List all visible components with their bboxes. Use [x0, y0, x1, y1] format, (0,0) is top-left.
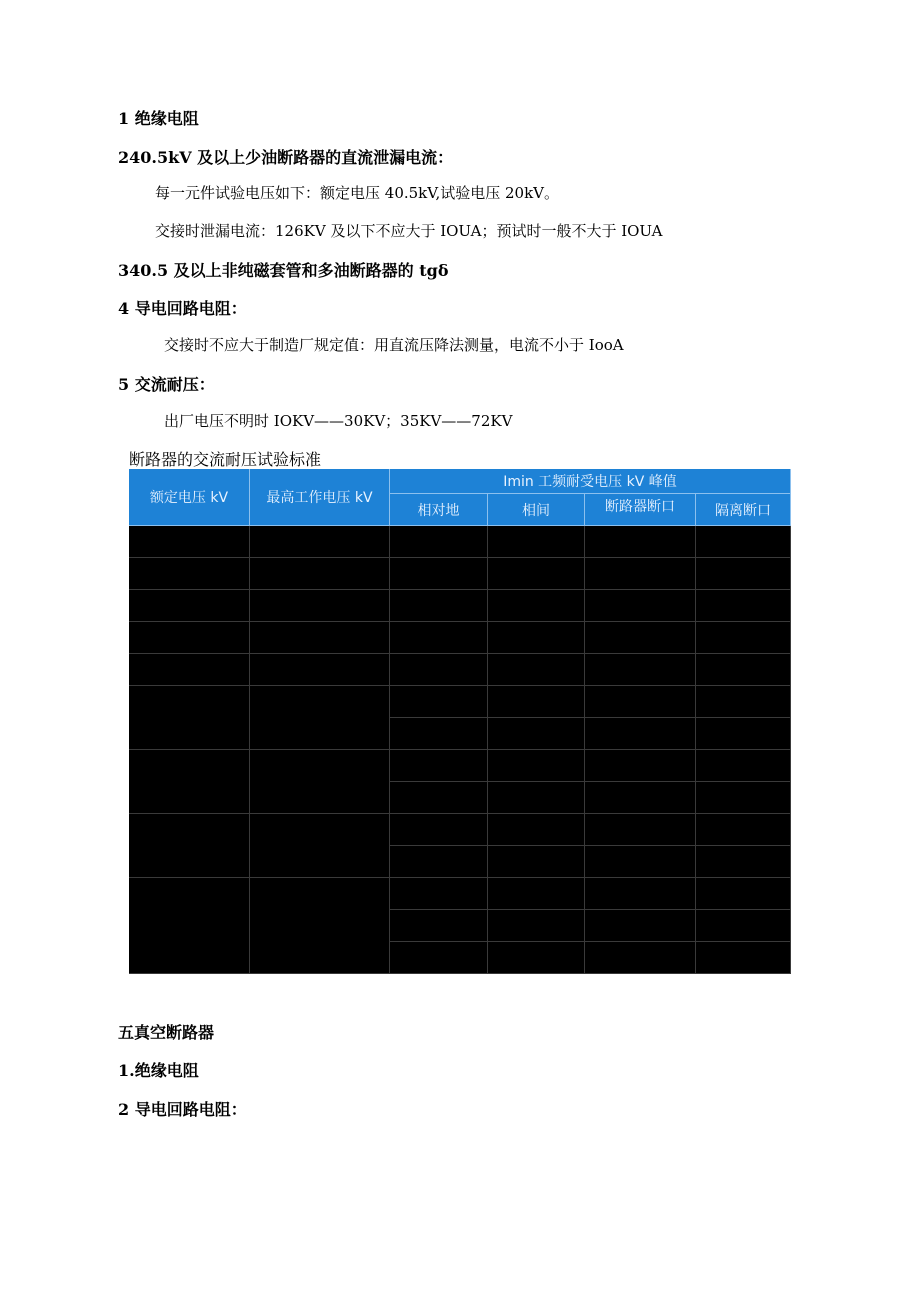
table-cell — [250, 590, 390, 622]
leakage-test-voltage-text: 每一元件试验电压如下：额定电压 40.5kV,试验电压 20kV。 — [155, 184, 560, 202]
table-cell — [488, 846, 585, 878]
table-cell — [696, 942, 791, 974]
table-cell — [488, 942, 585, 974]
table-cell — [390, 782, 488, 814]
table-cell — [585, 782, 696, 814]
table-cell — [696, 750, 791, 782]
table-cell — [488, 782, 585, 814]
table-cell — [488, 878, 585, 910]
table-cell — [390, 686, 488, 718]
table-cell — [696, 686, 791, 718]
table-cell — [250, 686, 390, 750]
table-cell — [250, 654, 390, 686]
header-phase-to-phase: 相间 — [488, 494, 585, 526]
table-cell — [390, 846, 488, 878]
table-cell — [696, 718, 791, 750]
table-cell — [250, 878, 390, 974]
table-cell — [696, 910, 791, 942]
table-cell — [585, 622, 696, 654]
header-max-voltage: 最高工作电压 kV — [250, 469, 390, 526]
table-cell — [696, 782, 791, 814]
table-cell — [696, 814, 791, 846]
header-withstand-group: Imin 工频耐受电压 kV 峰值 — [390, 469, 791, 494]
vacuum-item-insulation-resistance: 1.绝缘电阻 — [118, 1061, 199, 1080]
table-cell — [390, 558, 488, 590]
table-cell — [585, 590, 696, 622]
table-cell — [696, 590, 791, 622]
leakage-current-limit-text: 交接时泄漏电流：126KV 及以下不应大于 IOUA；预试时一般不大于 IOUA — [155, 222, 663, 240]
header-rated-voltage: 额定电压 kV — [129, 469, 250, 526]
ac-withstand-table — [129, 469, 791, 974]
table-cell — [585, 718, 696, 750]
table-cell — [390, 590, 488, 622]
table-caption: 断路器的交流耐压试验标准 — [129, 450, 322, 469]
table-cell — [390, 942, 488, 974]
loop-resistance-text: 交接时不应大于制造厂规定值：用直流压降法测量，电流不小于 IooA — [164, 336, 624, 354]
table-cell — [696, 558, 791, 590]
table-cell — [129, 686, 250, 750]
item-dc-leakage-current: 240.5kV 及以上少油断路器的直流泄漏电流： — [118, 148, 454, 167]
header-phase-to-ground: 相对地 — [390, 494, 488, 526]
table-cell — [390, 526, 488, 558]
table-cell — [390, 622, 488, 654]
table-cell — [390, 878, 488, 910]
table-cell — [250, 814, 390, 878]
table-cell — [250, 558, 390, 590]
table-cell — [488, 526, 585, 558]
table-cell — [129, 878, 250, 974]
table-cell — [488, 686, 585, 718]
table-cell — [390, 654, 488, 686]
table-cell — [390, 814, 488, 846]
table-cell — [585, 686, 696, 718]
table-cell — [488, 718, 585, 750]
table-cell — [129, 750, 250, 814]
table-cell — [250, 750, 390, 814]
table-cell — [250, 526, 390, 558]
item-conductive-loop-resistance: 4 导电回路电阻： — [118, 299, 247, 318]
item-ac-withstand: 5 交流耐压： — [118, 375, 215, 394]
table-cell — [488, 750, 585, 782]
table-cell — [390, 718, 488, 750]
ac-withstand-text: 出厂电压不明时 IOKV——30KV；35KV——72KV — [164, 412, 513, 430]
table-cell — [696, 846, 791, 878]
table-cell — [129, 526, 250, 558]
table-cell — [696, 878, 791, 910]
table-cell — [488, 622, 585, 654]
table-cell — [390, 910, 488, 942]
table-cell — [696, 654, 791, 686]
table-cell — [585, 750, 696, 782]
table-cell — [129, 622, 250, 654]
header-isolator-break: 隔离断口 — [696, 494, 791, 526]
table-cell — [129, 590, 250, 622]
vacuum-item-loop-resistance: 2 导电回路电阻： — [118, 1100, 247, 1119]
table-cell — [488, 590, 585, 622]
table-cell — [488, 654, 585, 686]
table-cell — [585, 558, 696, 590]
item-insulation-resistance: 1 绝缘电阻 — [118, 109, 199, 128]
table-cell — [696, 526, 791, 558]
table-cell — [585, 814, 696, 846]
table-cell — [250, 622, 390, 654]
table-cell — [585, 910, 696, 942]
table-cell — [585, 878, 696, 910]
table-cell — [129, 558, 250, 590]
header-breaker-break: 断路器断口 — [585, 494, 696, 526]
vacuum-breaker-title: 五真空断路器 — [118, 1023, 215, 1042]
table-cell — [585, 846, 696, 878]
table-cell — [390, 750, 488, 782]
table-cell — [129, 814, 250, 878]
table-cell — [585, 654, 696, 686]
table-cell — [129, 654, 250, 686]
table-cell — [585, 526, 696, 558]
item-tg-delta: 340.5 及以上非纯磁套管和多油断路器的 tgδ — [118, 261, 449, 280]
table-cell — [488, 558, 585, 590]
table-cell — [488, 814, 585, 846]
table-cell — [585, 942, 696, 974]
table-cell — [488, 910, 585, 942]
table-cell — [696, 622, 791, 654]
